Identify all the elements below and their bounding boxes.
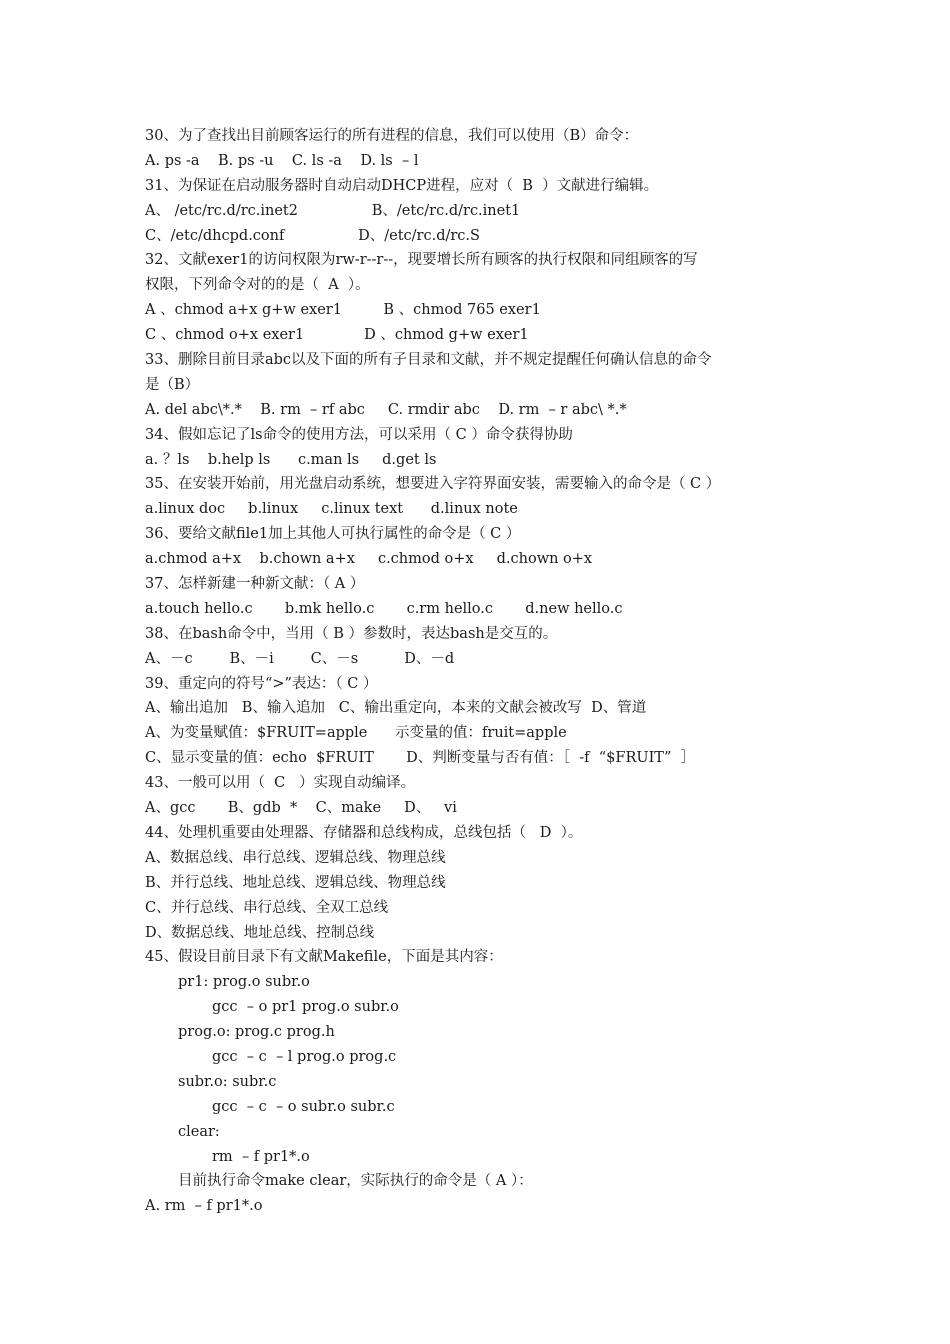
- text-line: a.touch hello.c b.mk hello.c c.rm hello.c d.new hello.c: [145, 600, 623, 617]
- text-line: 37、怎样新建一种新文献：（ A ）: [145, 576, 365, 593]
- text-line: 45、假设目前目录下有文献Makefile，下面是其内容：: [145, 949, 503, 966]
- text-line: A 、chmod a+x g+w exer1 B 、chmod 765 exer1: [145, 302, 541, 319]
- text-line: A、输出追加 B、输入追加 C、输出重定向，本来的文献会被改写 D、管道: [145, 700, 647, 717]
- text-line: gcc – o pr1 prog.o subr.o: [212, 999, 399, 1016]
- text-line: 43、一般可以用（ C ）实现自动编译。: [145, 775, 416, 792]
- text-line: 38、在bash命令中，当用（ B ）参数时，表达bash是交互的。: [145, 625, 558, 642]
- text-line: 35、在安装开始前，用光盘启动系统，想要进入字符界面安装，需要输入的命令是（ C ）: [145, 476, 721, 493]
- text-line: subr.o: subr.c: [178, 1073, 277, 1090]
- text-line: 34、假如忘记了ls命令的使用方法，可以采用（ C ）命令获得协助: [145, 426, 573, 443]
- text-line: A. rm – f pr1*.o: [145, 1198, 263, 1215]
- text-line: A、为变量赋值：$FRUIT=apple 示变量的值：fruit=apple: [145, 725, 567, 742]
- text-line: C、显示变量的值：echo $FRUIT D、判断变量与否有值：［ -f “$FRUIT” ］: [145, 750, 696, 767]
- text-line: D、数据总线、地址总线、控制总线: [145, 924, 375, 941]
- text-line: rm – f pr1*.o: [212, 1148, 310, 1165]
- text-line: 是（B）: [145, 376, 200, 393]
- text-line: C、/etc/dhcpd.conf D、/etc/rc.d/rc.S: [145, 227, 480, 244]
- text-line: gcc – c – l prog.o prog.c: [212, 1048, 397, 1065]
- text-line: gcc – c – o subr.o subr.c: [212, 1098, 395, 1115]
- text-line: A、 /etc/rc.d/rc.inet2 B、/etc/rc.d/rc.inet1: [145, 202, 521, 219]
- text-line: C、并行总线、串行总线、全双工总线: [145, 899, 389, 916]
- text-line: C 、chmod o+x exer1 D 、chmod g+w exer1: [145, 327, 529, 344]
- text-line: 30、为了查找出目前顾客运行的所有进程的信息，我们可以使用（B）命令：: [145, 128, 639, 144]
- text-line: a.linux doc b.linux c.linux text d.linux note: [145, 501, 518, 518]
- text-line: A. ps -a B. ps -u C. ls -a D. ls – l: [145, 152, 419, 169]
- text-line: a. ？ls b.help ls c.man ls d.get ls: [145, 451, 437, 468]
- text-line: prog.o: prog.c prog.h: [178, 1024, 335, 1041]
- text-line: A、－c B、－i C、－s D、－d: [145, 650, 455, 667]
- text-line: clear:: [178, 1123, 220, 1140]
- text-line: pr1: prog.o subr.o: [178, 974, 310, 991]
- text-line: 权限，下列命令对的的是（ A ）。: [145, 277, 370, 294]
- text-line: A、数据总线、串行总线、逻辑总线、物理总线: [145, 849, 446, 866]
- text-line: 33、删除目前目录abc以及下面的所有子目录和文献，并不规定提醒任何确认信息的命令: [145, 352, 712, 369]
- text-line: 36、要给文献file1加上其他人可执行属性的命令是（ C ）: [145, 526, 521, 543]
- text-line: 31、为保证在启动服务器时自动启动DHCP进程，应对（ B ）文献进行编辑。: [145, 177, 659, 194]
- text-line: B、并行总线、地址总线、逻辑总线、物理总线: [145, 874, 446, 891]
- text-line: a.chmod a+x b.chown a+x c.chmod o+x d.chown o+x: [145, 551, 593, 568]
- text-line: 目前执行命令make clear，实际执行的命令是（ A ）：: [178, 1173, 533, 1190]
- text-line: A. del abc\*.* B. rm – rf abc C. rmdir abc D. rm – r abc\ *.*: [145, 401, 627, 418]
- text-line: 32、文献exer1的访问权限为rw-r--r--，现要增长所有顾客的执行权限和同组顾客的写: [145, 252, 698, 269]
- text-line: 39、重定向的符号“>”表达：（ C ）: [145, 675, 378, 692]
- text-line: 44、处理机重要由处理器、存储器和总线构成，总线包括（ D ）。: [145, 824, 583, 841]
- text-line: A、gcc B、gdb * C、make D、 vi: [145, 800, 457, 817]
- document-body: [145, 124, 825, 1219]
